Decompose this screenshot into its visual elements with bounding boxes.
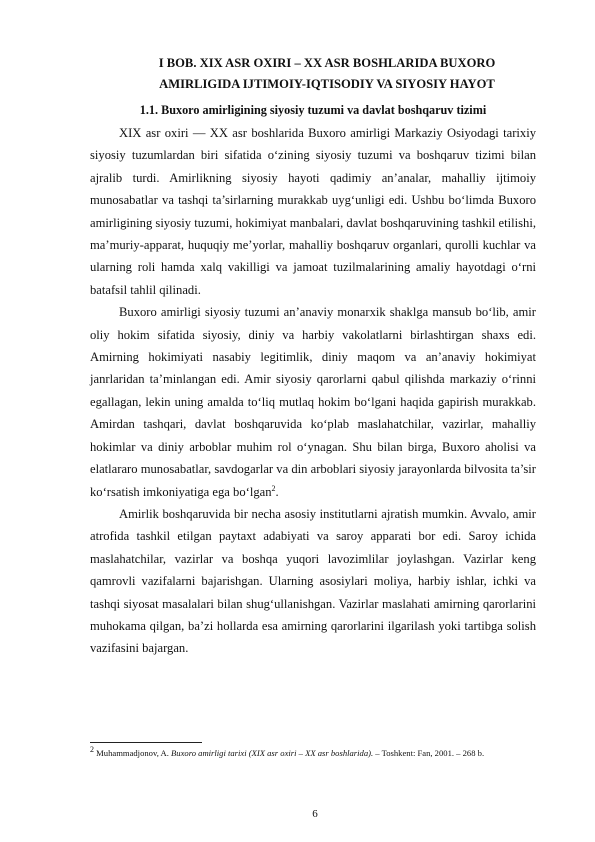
- paragraph-1: XIX asr oxiri — XX asr boshlarida Buxoro amirligi Markaziy Osiyodagi tarixiy siyosiy tuzumlardan biri sifatida o‘zining siyosiy tuzumi va boshqaruv tizimi bilan ajralib turdi. Amirlikning siyosiy hayoti qadimiy an’analar, mahalliy ijtimoiy munosabatlar va tashqi ta’sirlarning murakkab uyg‘unligi edi. Ushbu bo‘limda Buxoro amirligining siyosiy tuzumi, hokimiyat manbalari, davlat boshqaruvining tashkil etilishi, ma’muriy-apparat, huquqiy me’yorlar, mahalliy boshqaruv organlari, qurolli kuchlar va ularning roli hamda xalq vakilligi va jamoat tuzilmalarining amaliy hayotdagi o‘rni batafsil tahlil qilinadi.: [90, 126, 536, 297]
- page-number: 6: [312, 808, 318, 820]
- footnote-divider: [90, 742, 202, 743]
- chapter-title: I BOB. XIX ASR OXIRI – XX ASR BOSHLARIDA BUXORO AMIRLIGIDA IJTIMOIY-IQTISODIY VA SIYOSIY HAYOT: [158, 56, 496, 91]
- paragraph-2-end: .: [275, 484, 279, 499]
- paragraph-3: Amirlik boshqaruvida bir necha asosiy institutlarni ajratish mumkin. Avvalo, amir atrofida tashkil etilgan paytaxt adabiyati va saroy apparati bor edi. Saroy ichida maslahatchilar, vazirlar va boshqa yuqori lavozimlilar joylashgan. Vazirlar keng qamrovli vazifalarni bajarishgan. Ularning asosiylari moliya, harbiy ishlar, ichki va tashqi siyosat masalalari bilan shug‘ullanishgan. Vazirlar maslahati amirning qarorlarini muhokama qilgan, ba’zi hollarda esa amirning qarorlarini ilgarilash yoki tartibga solish vazifasini bajargan.: [90, 506, 536, 656]
- footnote-publication: – Toshkent: Fan, 2001. – 268 b.: [373, 748, 485, 758]
- body-text: [90, 122, 536, 660]
- paragraph-2-text: Buxoro amirligi siyosiy tuzumi an’anaviy monarxik shaklga mansub bo‘lib, amir oliy hokim sifatida siyosiy, diniy va harbiy vakolatlarni birlashtirgan shaxs edi. Amirning hokimiyati nasabiy legitimlik, diniy maqom va an’anaviy hokimiyat janrlaridan ta’minlangan edi. Amir siyosiy qarorlarni qabul qilishda markaziy o‘rinni egallagan, lekin uning amalda to‘liq mutlaq hokim bo‘lgani haqida gapirish murakkab. Amirdan tashqari, davlat boshqaruvida ko‘plab maslahatchilar, vazirlar, mahalliy hokimlar va diniy arboblar muhim rol o‘ynagan. Shu bilan birga, Buxoro aholisi va elatlararo munosabatlar, savdogarlar va din arboblari siyosiy jarayonlarda bilvosita ta’sir ko‘rsatish imkoniyatiga ega bo‘lgan: [90, 305, 536, 499]
- paragraph-2: [90, 301, 536, 503]
- footnote-book-title: Buxoro amirligi tarixi (XIX asr oxiri – XX asr boshlarida).: [171, 748, 374, 758]
- footnote-mark: 2: [90, 745, 94, 755]
- footnote-author: Muhammadjonov, A.: [94, 748, 172, 758]
- section-title: 1.1. Buxoro amirligining siyosiy tuzumi va davlat boshqaruv tizimi: [139, 103, 487, 117]
- footnote: [90, 747, 536, 759]
- footnote-reference[interactable]: 2: [271, 483, 276, 493]
